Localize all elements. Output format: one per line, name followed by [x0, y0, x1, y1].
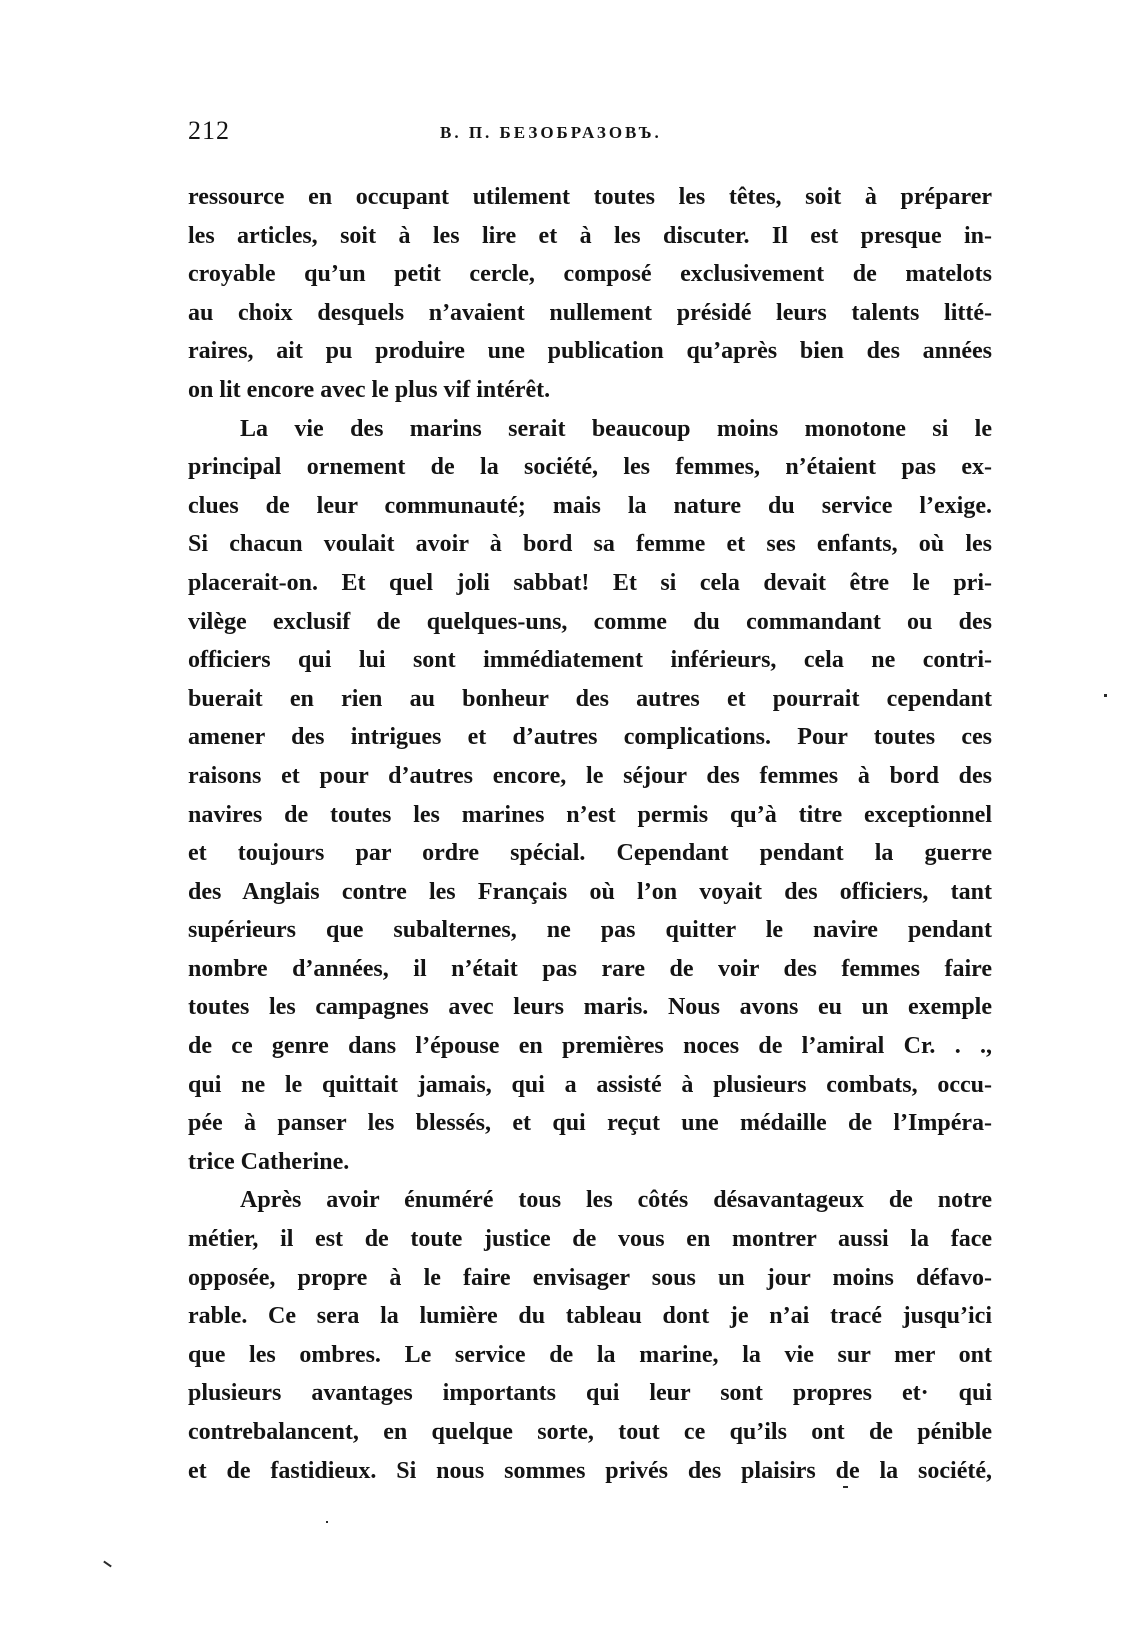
text-line: amener des intrigues et d’autres complications. Pour toutes ces: [188, 724, 992, 751]
text-line: Si chacun voulait avoir à bord sa femme et ses enfants, où les: [188, 531, 992, 558]
body-text: [188, 178, 992, 1490]
text-line: croyable qu’un petit cercle, composé exclusivement de matelots: [188, 261, 992, 288]
text-line: contrebalancent, en quelque sorte, tout ce qu’ils ont de pénible: [188, 1419, 992, 1445]
text-line: trice Catherine.: [188, 1148, 350, 1175]
text-line: et de fastidieux. Si nous sommes privés des plaisirs de la société,: [188, 1457, 992, 1484]
text-line: de ce genre dans l’épouse en premières noces de l’amiral Cr. . .,: [188, 1033, 992, 1060]
running-head: В. П. БЕЗОБРАЗОВЪ.: [440, 123, 662, 142]
text-line: clues de leur communauté; mais la nature du service l’exige.: [188, 492, 992, 519]
text-line: plusieurs avantages importants qui leur sont propres et· qui: [188, 1380, 992, 1407]
page-number: 212: [188, 116, 230, 145]
text-line: rable. Ce sera la lumière du tableau dont je n’ai tracé jusqu’ici: [188, 1303, 992, 1330]
text-line: des Anglais contre les Français où l’on voyait des officiers, tant: [188, 878, 992, 905]
text-line: opposée, propre à le faire envisager sous un jour moins défavo-: [188, 1264, 992, 1291]
text-line: ressource en occupant utilement toutes les têtes, soit à préparer: [188, 184, 992, 210]
text-line: vilège exclusif de quelques-uns, comme du commandant ou des: [188, 608, 992, 635]
text-line: principal ornement de la société, les femmes, n’étaient pas ex-: [188, 454, 992, 481]
text-line: on lit encore avec le plus vif intérêt.: [188, 376, 551, 403]
text-line: nombre d’années, il n’était pas rare de voir des femmes faire: [188, 955, 992, 982]
text-line: officiers qui lui sont immédiatement inférieurs, cela ne contri-: [188, 647, 992, 674]
paragraph-first-line: Après avoir énuméré tous les côtés désavantageux de notre: [240, 1187, 992, 1214]
text-line: au choix desquels n’avaient nullement présidé leurs talents litté-: [188, 299, 992, 326]
text-line: navires de toutes les marines n’est permis qu’à titre exceptionnel: [188, 801, 992, 828]
text-line: toutes les campagnes avec leurs maris. Nous avons eu un exemple: [188, 994, 992, 1021]
text-line: buerait en rien au bonheur des autres et pourrait cependant: [188, 685, 992, 712]
text-line: métier, il est de toute justice de vous en montrer aussi la face: [188, 1226, 992, 1253]
text-line: pée à panser les blessés, et qui reçut une médaille de l’Impéra-: [188, 1110, 992, 1137]
scan-speck: [843, 1486, 848, 1488]
scan-speck: [103, 1561, 112, 1568]
paragraph-first-line: La vie des marins serait beaucoup moins monotone si le: [240, 415, 992, 442]
text-line: que les ombres. Le service de la marine, la vie sur mer ont: [188, 1341, 992, 1368]
text-line: et toujours par ordre spécial. Cependant pendant la guerre: [188, 840, 992, 867]
text-line: qui ne le quittait jamais, qui a assisté à plusieurs combats, occu-: [188, 1071, 992, 1098]
text-line: placerait-on. Et quel joli sabbat! Et si cela devait être le pri-: [188, 569, 992, 596]
scan-speck: [1104, 694, 1107, 697]
text-line: raisons et pour d’autres encore, le séjour des femmes à bord des: [188, 762, 992, 789]
text-line: raires, ait pu produire une publication qu’après bien des années: [188, 338, 992, 365]
scan-speck: [326, 1521, 328, 1523]
text-line: supérieurs que subalternes, ne pas quitter le navire pendant: [188, 917, 992, 944]
text-line: les articles, soit à les lire et à les discuter. Il est presque in-: [188, 222, 992, 249]
